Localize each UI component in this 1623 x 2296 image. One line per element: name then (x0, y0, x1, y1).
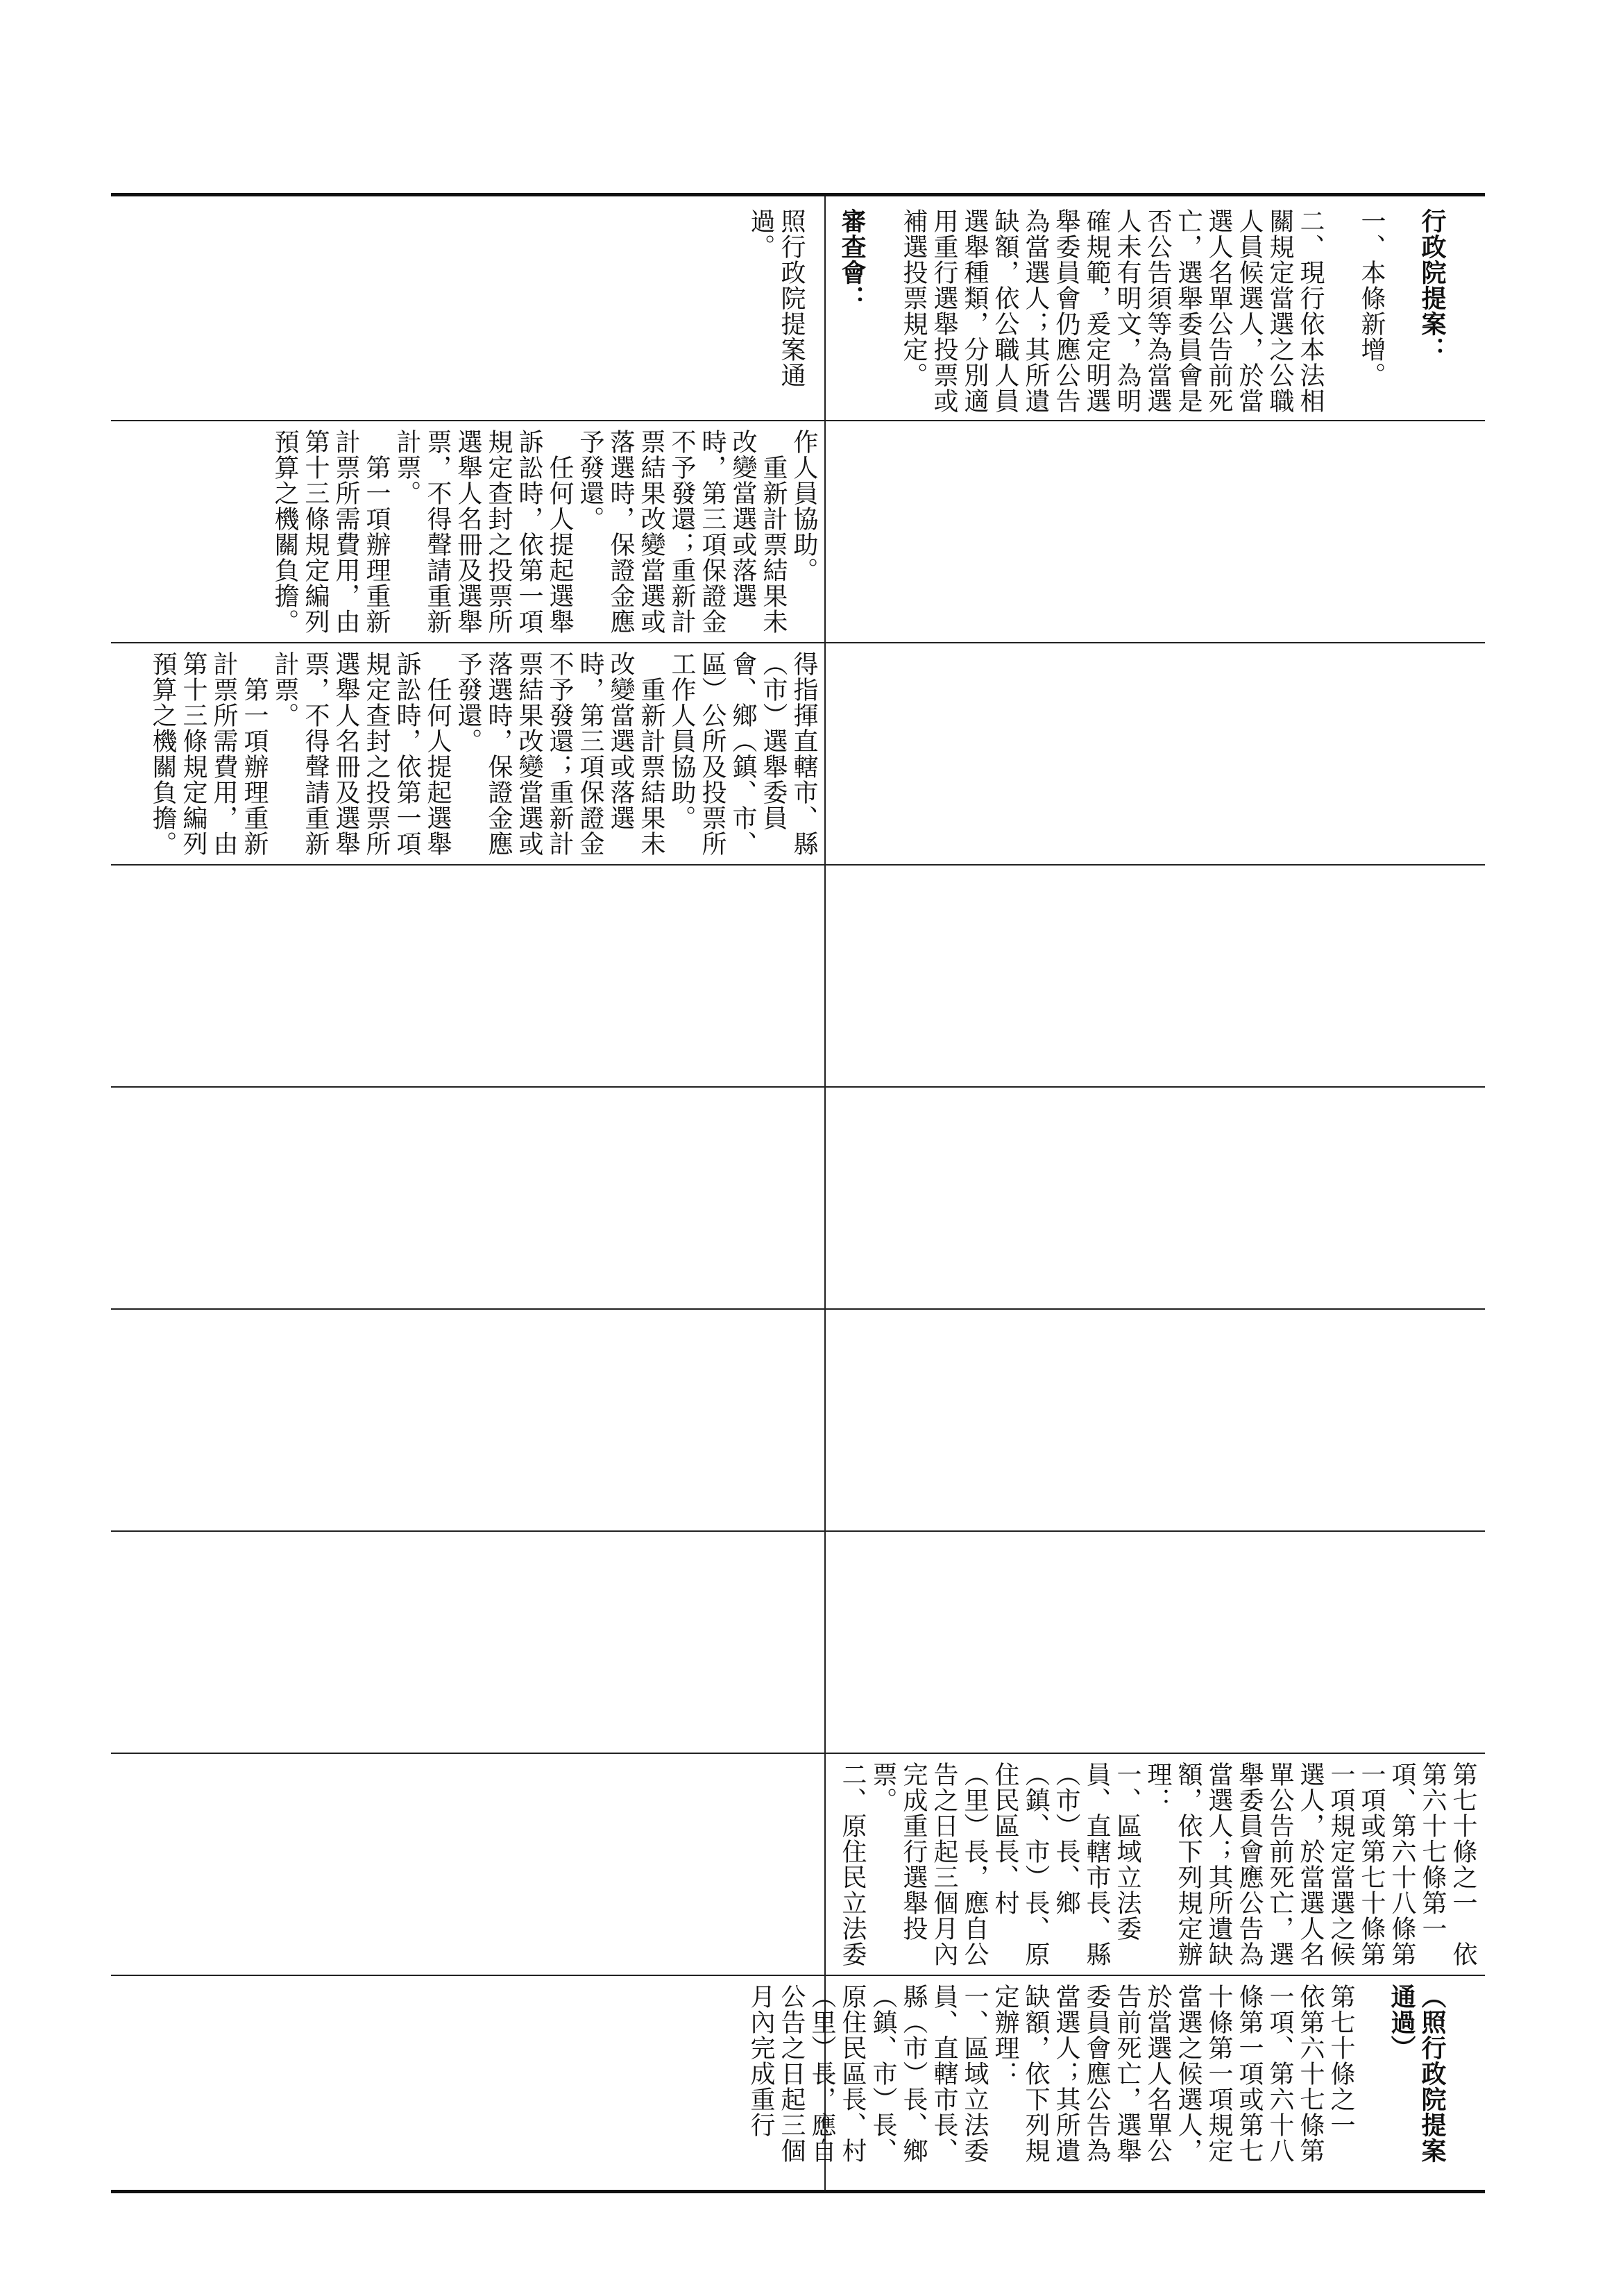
column-divider (824, 196, 826, 2190)
row-divider (111, 1308, 1485, 1310)
row-divider (111, 864, 1485, 866)
table-bottom-rule (111, 2190, 1485, 2193)
explanation-text (715, 208, 1478, 416)
explanation-item-2: 二、現行依本法相關規定當選之公職人員候選人，於當選人名單公告前死亡，選舉委員會是否公告須等為當選人未有明文，為明確規範，爰定明選舉委員會仍應公告為當選人；其所遺缺額，依公職人員選舉種類，分別適用重行選舉投票或補選投票規定。 (899, 208, 1325, 414)
passed-note: （照行政院提案通過） (1387, 1984, 1447, 2163)
article-block (715, 1984, 1478, 2185)
row-divider (111, 1975, 1485, 1976)
article-text: 第七十條之一 依第六十七條第一項、第六十八條第一項或第七十條第一項規定當選之候選人，於當選人名單公告前死亡，選舉委員會應公告為當選人；其所遺缺額，依下列規定辦理： 一、區域立法委員、直轄市長、縣（市）長、鄉（鎮、市）長、原住民區長、村（里）長，應自公告之日起三個月內完成重行選舉投票。 二、原住民立法委 (838, 1762, 1477, 1967)
row-divider (111, 642, 1485, 643)
row-8-right-cell (833, 1757, 1478, 1971)
row-divider (111, 1086, 1485, 1088)
article-text: 作人員協助。 重新計票結果未改變當選或落選時，第三項保證金不予發還；重新計票結果改變當選或落選時，保證金應予發還。 任何人提起選舉訴訟時，依第一項規定查封之投票所選舉人名冊及選舉票，不得聲請重新計票。 第一項辦理重新計票所需費用，由第十三條規定編列預算之機關負擔。 (271, 429, 818, 634)
review-text: 照行政院提案通過。 (747, 208, 806, 388)
proposal-heading: 行政院提案： (1418, 208, 1447, 362)
explanation-item-1: 一、本條新增。 (1357, 208, 1386, 388)
table-top-rule (111, 193, 1485, 196)
article-text: 得指揮直轄市、縣（市）選舉委員會、鄉（鎮、市、區）公所及投票所工作人員協助。 重新計票結果未改變當選或落選時，第三項保證金不予發還；重新計票結果改變當選或落選時，保證金應予發還。 任何人提起選舉訴訟時，依第一項規定查封之投票所選舉人名冊及選舉票，不得聲請重新計票。 第一項辦理重新計票所需費用，由第十三條規定編列預算之機關負擔。 (148, 651, 818, 856)
article-text: 第七十條之一 依第六十七條第一項、第六十八條第一項或第七十條第一項規定當選之候選人，於當選人名單公告前死亡，選舉委員會應公告為當選人；其所遺缺額，依下列規定辦理： 一、區域立法委員、直轄市長、縣（市）長、鄉（鎮、市）長、原住民區長、村（里）長，應自公告之日起三個月內完成重行 (747, 1984, 1355, 2163)
row-divider (111, 1530, 1485, 1532)
row-2-left-cell (114, 425, 819, 639)
row-1-right-cell (747, 201, 1478, 416)
row-9-right-cell (747, 1980, 1478, 2186)
review-heading: 審查會： (838, 208, 867, 311)
row-divider (111, 420, 1485, 421)
row-divider (111, 1753, 1485, 1754)
row-3-left-cell (114, 647, 819, 861)
